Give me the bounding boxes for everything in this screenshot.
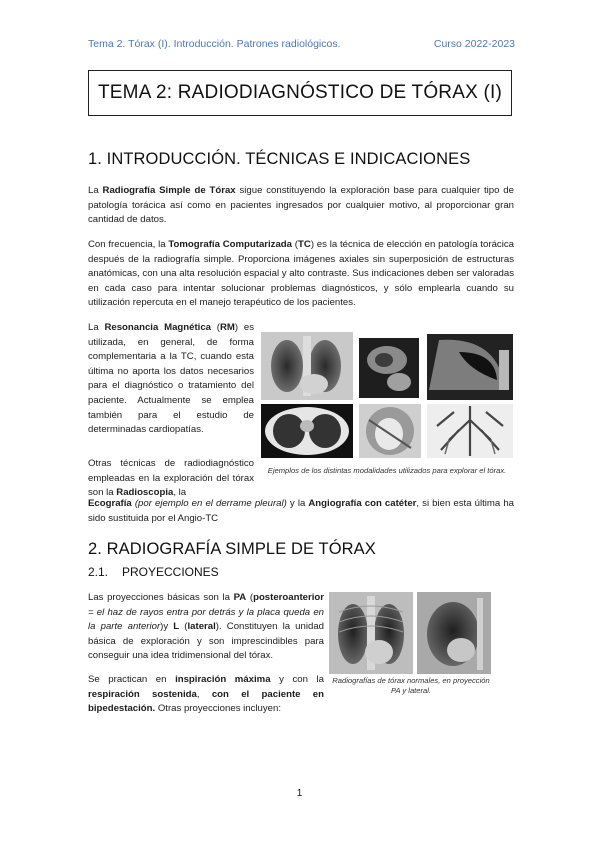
section-2-paragraph-2: Se practican en inspiración máxima y con la respiración sostenida, con el paciente en bipedestación. Otras proyecciones incluyen: (88, 674, 324, 715)
section-1-heading: 1. INTRODUCCIÓN. TÉCNICAS E INDICACIONES (88, 150, 471, 168)
section-1-paragraph-2: Con frecuencia, la Tomografía Computarizada (TC) es la técnica de elección en patología torácica después de la radiografía simple. Proporciona imágenes axiales sin superposición de estructuras anatómicas, con una alta resolución espacial y alto contraste. Sus indicaciones deben ser valoradas en cada caso para intentar solucionar problemas diagnósticos, y sólo emplearla cuando su utilización repercuta en el manejo terapéutico de los pacientes. (88, 239, 514, 309)
document-title: TEMA 2: RADIODIAGNÓSTICO DE TÓRAX (I) (88, 70, 512, 116)
section-1-paragraph-3: La Resonancia Magnética (RM) es utilizada, en general, de forma complementaria a la TC, cuando esta última no aporta los datos necesarios para el diagnóstico o tratamiento del paciente. Actualmente se emplea también para el estudio de determinadas cardiopatías. (88, 322, 254, 436)
subsection-number: 2.1. (88, 565, 109, 579)
subsection-title: PROYECCIONES (122, 565, 219, 579)
section-1-paragraph-5: Ecografía (por ejemplo en el derrame pleural) y la Angiografía con catéter, si bien esta última ha sido sustituida por el Angio-TC (88, 498, 514, 524)
running-header-title: Tema 2. Tórax (I). Introducción. Patrones radiológicos. (88, 38, 341, 50)
section-2-heading: 2. RADIOGRAFÍA SIMPLE DE TÓRAX (88, 540, 376, 558)
section-1-paragraph-1: La Radiografía Simple de Tórax sigue constituyendo la exploración base para cualquier tipo de patología torácica así como en pacientes ingresados por cualquier motivo, al proporcionar gran cantidad de datos. (88, 185, 514, 226)
running-header-course: Curso 2022-2023 (433, 38, 515, 50)
imaging-modalities-figure (259, 330, 515, 460)
section-2-paragraph-1: Las proyecciones básicas son la PA (posteroanterior = el haz de rayos entra por detrás y la placa queda en la parte anterior)y L (lateral). Constituyen la unidad básica de exploración y son imprescindibles para conseguir una idea tridimensional del tórax. (88, 592, 324, 662)
chest-radiographs-image (329, 592, 491, 674)
page-number: 1 (296, 788, 303, 799)
chest-radiographs-caption: Radiografías de tórax normales, en proyección PA y lateral. (332, 676, 490, 695)
imaging-modalities-caption: Ejemplos de los distintas modalidades utilizados para explorar el tórax. (267, 466, 507, 475)
imaging-modalities-image (259, 330, 515, 460)
subsection-2-1-heading (88, 565, 219, 579)
section-1-paragraph-4: Otras técnicas de radiodiagnóstico empleadas en la exploración del tórax son la Radioscopia, la (88, 458, 254, 499)
chest-radiographs-figure (329, 592, 491, 674)
